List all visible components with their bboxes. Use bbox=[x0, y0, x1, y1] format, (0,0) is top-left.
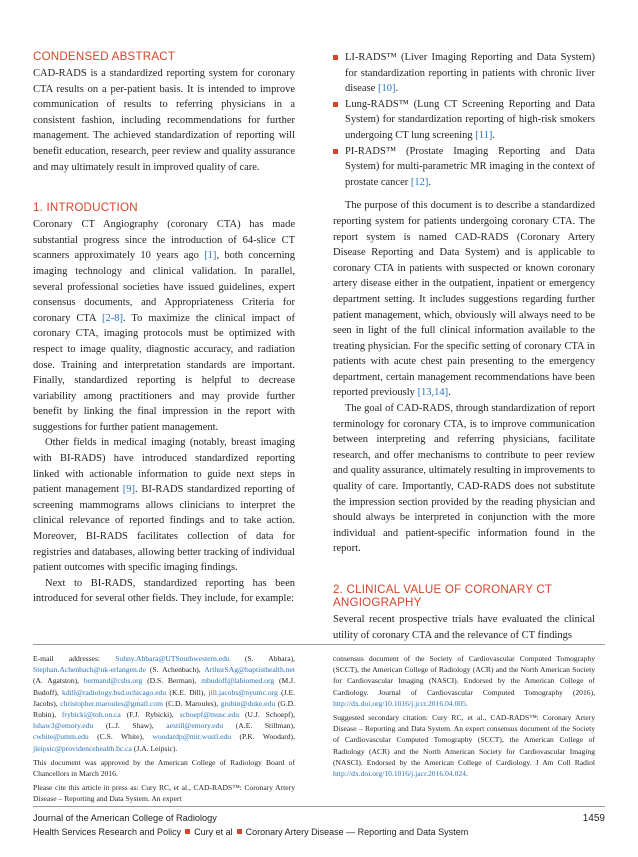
text-run: . bbox=[448, 387, 451, 399]
text-run: PI-RADS™ (Prostate Imaging Reporting and Data System) for multi-parametric MR imaging in the context of prostate cancer bbox=[345, 145, 595, 188]
approval-note: This document was approved by the American College of Radiology Board of Chancellors in March 2016. bbox=[33, 757, 295, 779]
email-link[interactable]: schoepf@musc.edu bbox=[179, 710, 240, 720]
email-owner: (C.D. Maroules), bbox=[162, 698, 221, 708]
email-owner: (K.E. Dill), bbox=[166, 687, 209, 697]
email-owner: (U.J. Schoepf), bbox=[239, 710, 295, 720]
email-owner: (S. Achenbach), bbox=[145, 665, 205, 675]
right-column bbox=[333, 50, 595, 643]
rads-list bbox=[333, 50, 595, 190]
reference-link[interactable]: [11] bbox=[475, 129, 493, 141]
email-owner: (G.D. Rubin), bbox=[33, 698, 295, 720]
footer-section: Health Services Research and Policy bbox=[33, 827, 182, 837]
text-run: Other fields in medical imaging (notably, breast imaging with BI-RADS) have introduced standardized reporting linked with actionable information to guide next steps in patient management bbox=[33, 437, 295, 496]
email-owner: (A. Agatston), bbox=[33, 676, 84, 686]
reference-link[interactable]: [9] bbox=[122, 484, 135, 496]
email-owner: (C.S. White), bbox=[88, 732, 153, 742]
text-run: consensus document of the Society of Cardiovascular Computed Tomography (SCCT), the American College of Radiology (ACR) and the North American Society for Cardiovascular Imaging (NASCI). Endorsed by the American College of Cardiology. Journal of Cardiovascular Computed Tomography (2016), bbox=[333, 654, 595, 697]
section-2-text: Several recent prospective trials have evaluated the clinical utility of coronary CTA and the relevance of CT findings bbox=[333, 614, 595, 641]
reference-link[interactable]: [10] bbox=[377, 83, 396, 95]
text-run: The purpose of this document is to describe a standardized reporting system for patients undergoing coronary CTA. The report system is named CAD-RADS (Coronary Artery Disease Reporting and Data System) and is applicable to coronary CTA in patients with suspected or known coronary artery disease either in the outpatient, inpatient or emergency department setting. It includes suggestions regarding further patient management, which, obviously will always need to be seen in light of the full clinical information available to the treating physician. For the specific setting of coronary CTA in patients with acute chest pain presenting to the emergency department, certain management recommendations have been reported previously bbox=[333, 200, 595, 399]
email-link[interactable]: Suhny.Abbara@UTSouthwestern.edu bbox=[115, 654, 230, 663]
text-run: . BI-RADS standardized reporting of screening mammograms allows clinicians to interpret the clinical relevance of reported findings and to take action. Moreover, BI-RADS facilitates collection of data for registries and databases, allowing better tracking of individual patient outcomes with specific imaging findings. bbox=[33, 484, 295, 574]
text-run: . bbox=[428, 176, 432, 188]
email-link[interactable]: cwhite@umm.edu bbox=[33, 732, 89, 742]
email-link[interactable]: woodardp@mir.wustl.edu bbox=[152, 732, 232, 742]
email-owner: (F.J. Rybicki), bbox=[120, 710, 180, 720]
email-link[interactable]: grubin@duke.edu bbox=[220, 698, 276, 708]
email-owner: (M.J. Budoff), bbox=[33, 676, 296, 697]
text-run: Suggested secondary citation: Cury RC, et al., CAD-RADS™: Coronary Artery Disease – Reporting and Data System. An expert consensus document of the Society of Cardiovascular Computed Tomography (SCCT), the American College of Radiology (ACR) and the North American Society for Cardiovascular Imaging (NASCI). Endorsed by the American College of Cardiology. J Am Coll Radiol bbox=[333, 713, 595, 767]
email-owner: (J.E. Jacobs), bbox=[33, 687, 295, 708]
email-link[interactable]: ArthurSAg@baptisthealth.net bbox=[204, 665, 295, 675]
intro-paragraph-2 bbox=[33, 435, 295, 575]
reference-link[interactable]: [1] bbox=[204, 250, 217, 262]
secondary-citation bbox=[333, 712, 595, 779]
email-link[interactable]: jill.jacobs@nyumc.org bbox=[208, 687, 278, 697]
intro-paragraph-3: Next to BI-RADS, standardized reporting has been introduced for several other fields. They include, for example: bbox=[33, 577, 295, 605]
text-run: . bbox=[465, 769, 468, 779]
list-item bbox=[333, 144, 595, 191]
purpose-paragraph bbox=[333, 198, 595, 401]
footnote-divider bbox=[33, 644, 605, 645]
text-run: . To maximize the clinical impact of coronary CTA, imaging protocols must be optimized with respect to image quality, diagnostic accuracy, and radiation dose. Training and interpretation standards are important. Finally, standardized reporting is helpful to decrease variability among practitioners and may provide further benefit by linking the final impression in the report with suggestions for further patient management. bbox=[33, 312, 295, 433]
email-link[interactable]: lshaw3@emory.edu bbox=[33, 721, 94, 731]
goal-paragraph: The goal of CAD-RADS, through standardization of report terminology for coronary CTA, is to improve communication between interpreting and referring physicians, facilitate research, and offer mechanisms to contribute to peer review and quality assurance, ultimately resulting in improvements to quality of care. Importantly, CAD-RADS does not substitute the impression section provided by the reading physician and should always be interpreted in conjunction with the more individual and patient-specific information found in the report. bbox=[333, 403, 595, 555]
email-link[interactable]: kdill@radiology.bsd.uchicago.edu bbox=[62, 687, 167, 697]
text-run: Coronary CT Angiography (coronary CTA) has made substantial progress since the introduction of 64-slice CT scanners approximately 10 years ago bbox=[33, 219, 295, 262]
email-owner: (P.K. Woodard), bbox=[231, 732, 295, 742]
email-link[interactable]: mbudoff@labiomed.org bbox=[201, 676, 275, 686]
abstract-heading: CONDENSED ABSTRACT bbox=[33, 50, 176, 63]
page-number: 1459 bbox=[582, 813, 605, 824]
email-owner: (D.S. Berman), bbox=[142, 676, 202, 686]
text-run: . bbox=[465, 698, 468, 708]
email-link[interactable]: christopher.maroules@gmail.com bbox=[60, 698, 163, 708]
left-column bbox=[33, 50, 295, 607]
email-label: E-mail addresses: bbox=[33, 654, 116, 663]
citation-note: Please cite this article in press as: Cury RC, et al., CAD-RADS™: Coronary Artery Disease – Reporting and Data System. An expert bbox=[33, 783, 295, 804]
journal-name: Journal of the American College of Radiology bbox=[33, 813, 217, 823]
email-owner: (J.A. Leipsic). bbox=[131, 743, 178, 753]
text-run: . bbox=[492, 129, 495, 141]
running-footer bbox=[33, 827, 468, 837]
abstract-text: CAD-RADS is a standardized reporting system for coronary CTA results on a per-patient basis. It is intended to improve communication of results to referring physicians in a consistent fashion, including recommendations for further management. The achieved standardization of reporting will benefit education, research, peer review and quality assurance and may ultimately result in improved quality of care. bbox=[33, 68, 295, 173]
section-2-heading: 2. CLINICAL VALUE OF CORONARY CT ANGIOGRAPHY bbox=[333, 583, 553, 609]
email-owner: (S. Abbara), bbox=[229, 654, 295, 663]
reference-link[interactable]: [2-8] bbox=[101, 312, 123, 324]
footnotes-left bbox=[33, 653, 295, 808]
doi-link[interactable]: http://dx.doi.org/10.1016/j.jcct.2016.04.005 bbox=[333, 698, 466, 708]
reference-link[interactable]: [13,14] bbox=[417, 387, 449, 399]
email-addresses bbox=[33, 653, 295, 754]
square-bullet-icon bbox=[237, 829, 242, 834]
footnotes-right bbox=[333, 653, 595, 782]
list-item bbox=[333, 97, 595, 144]
email-link[interactable]: frybicki@toh.on.ca bbox=[61, 710, 121, 720]
square-bullet-icon bbox=[185, 829, 190, 834]
list-item bbox=[333, 50, 595, 97]
email-link[interactable]: Stephan.Achenbach@uk-erlangen.de bbox=[33, 665, 146, 675]
footer-authors: Cury et al bbox=[194, 827, 233, 837]
email-link[interactable]: jleipsic@providencehealth.bc.ca bbox=[33, 743, 132, 753]
intro-paragraph-1 bbox=[33, 217, 295, 435]
reference-link[interactable]: [12] bbox=[410, 176, 429, 188]
email-link[interactable]: aestill@emory.edu bbox=[166, 721, 224, 731]
email-owner: (L.J. Shaw), bbox=[93, 721, 167, 731]
text-run: . bbox=[395, 83, 399, 95]
intro-heading: 1. INTRODUCTION bbox=[33, 201, 138, 215]
email-owner: (A.E. Stillman), bbox=[223, 721, 295, 731]
footer-divider bbox=[33, 806, 605, 807]
email-link[interactable]: bermand@cshs.org bbox=[83, 676, 143, 686]
text-run: Lung-RADS™ (Lung CT Screening Reporting and Data System) for standardization reporting of high-risk smokers undergoing CT lung screening bbox=[345, 98, 595, 141]
text-run: , both concerning imaging technology and clinical validation. In parallel, several professional societies have issued guidelines, expert consensus documents, and Appropriateness Criteria for coronary CTA bbox=[33, 250, 295, 324]
footer-title: Coronary Artery Disease — Reporting and Data System bbox=[245, 827, 469, 837]
text-run: LI-RADS™ (Liver Imaging Reporting and Data System) for standardization reporting in patients with chronic liver disease bbox=[345, 52, 595, 95]
doi-link[interactable]: http://dx.doi.org/10.1016/j.jacr.2016.04.024 bbox=[333, 769, 466, 779]
citation-continued bbox=[333, 653, 595, 709]
